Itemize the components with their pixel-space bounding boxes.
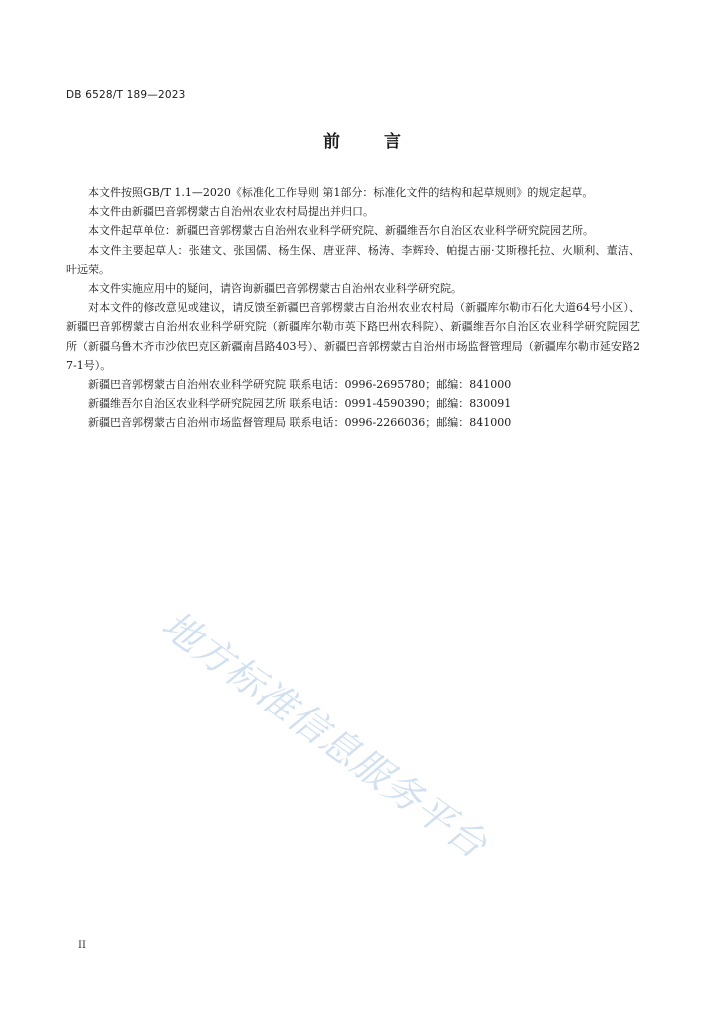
- page-title: [0, 127, 724, 152]
- paragraph-drafters: 本文件主要起草人：张建文、张国儒、杨生保、唐亚萍、杨涛、李辉玲、帕提古丽·艾斯穆托拉、火顺利、董洁、叶远荣。: [66, 243, 640, 276]
- paragraph-inquiry: 本文件实施应用中的疑问，请咨询新疆巴音郭楞蒙古自治州农业科学研究院。: [88, 282, 462, 296]
- contact-line: 新疆巴音郭楞蒙古自治州市场监督管理局 联系电话：0996-2266036；邮编：841000: [88, 416, 512, 430]
- foreword-body: [66, 183, 640, 433]
- paragraph-feedback: 对本文件的修改意见或建议，请反馈至新疆巴音郭楞蒙古自治州农业农村局（新疆库尔勒市石化大道64号小区）、新疆巴音郭楞蒙古自治州农业科学研究院（新疆库尔勒市英下路巴州农科院）、新疆维吾尔自治区农业科学研究院园艺所（新疆乌鲁木齐市沙依巴克区新疆南昌路403号）、新疆巴音郭楞蒙古自治州市场监督管理局（新疆库尔勒市延安路27-1号）。: [66, 301, 640, 372]
- contact-line: 新疆巴音郭楞蒙古自治州农业科学研究院 联系电话：0996-2695780；邮编：841000: [88, 378, 512, 392]
- document-code-header: DB 6528/T 189—2023: [66, 89, 186, 101]
- page-number: II: [78, 940, 86, 951]
- paragraph-drafting-rules: 本文件按照GB/T 1.1—2020《标准化工作导则 第1部分：标准化文件的结构和起草规则》的规定起草。: [88, 186, 594, 199]
- contact-line: 新疆维吾尔自治区农业科学研究院园艺所 联系电话：0991-4590390；邮编：830091: [88, 397, 512, 411]
- title-char-2: 言: [384, 132, 401, 152]
- paragraph-drafting-units: 本文件起草单位：新疆巴音郭楞蒙古自治州农业科学研究院、新疆维吾尔自治区农业科学研究院园艺所。: [88, 224, 594, 238]
- title-char-1: 前: [323, 132, 340, 152]
- watermark: 地方标准信息服务平台: [153, 602, 496, 868]
- paragraph-proposer: 本文件由新疆巴音郭楞蒙古自治州农业农村局提出并归口。: [88, 205, 374, 219]
